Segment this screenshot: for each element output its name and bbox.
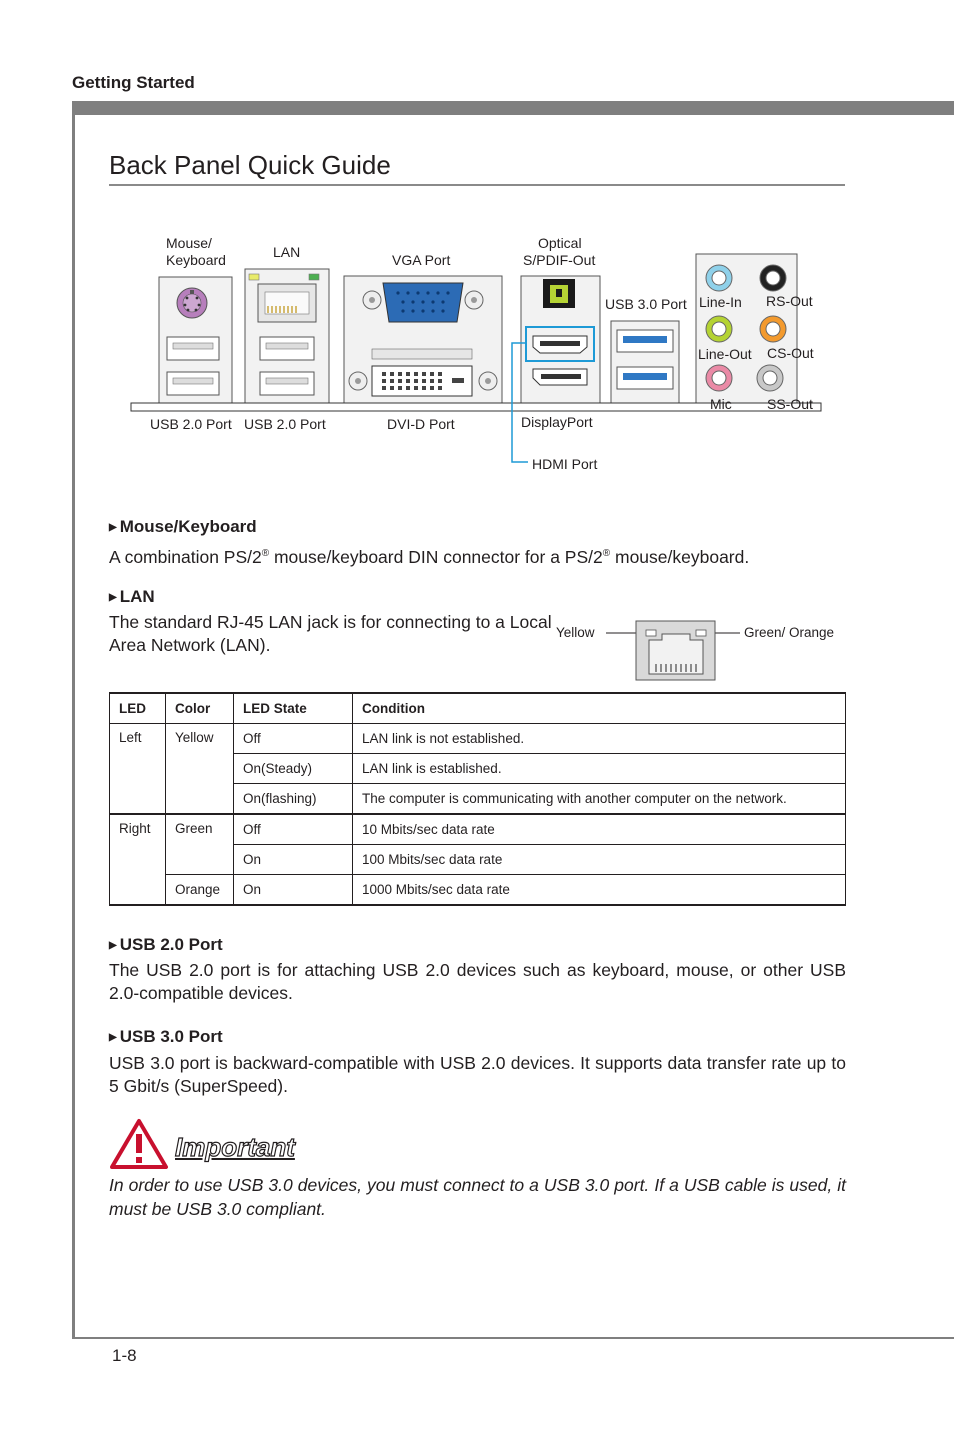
- table-header-cell: Condition: [353, 693, 846, 724]
- label-usb2-left: USB 2.0 Port: [150, 416, 232, 432]
- table-cell: Right: [110, 814, 166, 905]
- table-cell: On(Steady): [234, 754, 353, 784]
- lan-heading: ▶ LAN: [109, 587, 155, 606]
- lan-yellow-led-label: Yellow: [556, 625, 595, 640]
- label-vga: VGA Port: [392, 252, 451, 268]
- lan-led-table: [109, 692, 846, 906]
- optical-hdmi-dp-block: [521, 276, 600, 403]
- usb3-heading: ▶ USB 3.0 Port: [109, 1027, 223, 1046]
- back-panel-diagram: [0, 0, 954, 500]
- bullet-triangle-icon: ▶: [109, 1032, 117, 1043]
- usb2-text: The USB 2.0 port is for attaching USB 2.0 devices such as keyboard, mouse, or other USB 2.0-compatible devices.: [109, 960, 846, 1003]
- table-cell: Off: [234, 814, 353, 845]
- label-rs-out: RS-Out: [766, 293, 813, 309]
- vga-dvi-block: [344, 276, 502, 403]
- label-displayport: DisplayPort: [521, 414, 593, 430]
- rj45-jack-icon: [600, 618, 745, 684]
- table-cell: Off: [234, 724, 353, 754]
- lan-usb-block: [245, 269, 329, 403]
- label-line-in: Line-In: [699, 294, 742, 310]
- label-mic: Mic: [710, 396, 732, 412]
- mouse-keyboard-text: A combination PS/2® mouse/keyboard DIN connector for a PS/2® mouse/keyboard.: [109, 546, 750, 567]
- table-cell: On: [234, 845, 353, 875]
- bullet-triangle-icon: ▶: [109, 940, 117, 951]
- ps2-usb-block: [159, 277, 232, 403]
- page-title: Back Panel Quick Guide: [109, 150, 391, 180]
- label-hdmi: HDMI Port: [532, 456, 598, 472]
- label-lan: LAN: [273, 244, 301, 260]
- table-cell: Green: [166, 814, 234, 875]
- table-cell: The computer is communicating with another computer on the network.: [353, 784, 846, 815]
- important-title: Important: [175, 1132, 295, 1162]
- label-keyboard: Keyboard: [166, 252, 226, 268]
- warning-icon: [109, 1118, 169, 1170]
- table-row: [110, 814, 846, 845]
- table-cell: 10 Mbits/sec data rate: [353, 814, 846, 845]
- table-cell: LAN link is established.: [353, 754, 846, 784]
- bullet-triangle-icon: ▶: [109, 592, 117, 603]
- table-header-cell: LED: [110, 693, 166, 724]
- table-cell: Left: [110, 724, 166, 815]
- label-line-out: Line-Out: [698, 346, 752, 362]
- table-row: [110, 875, 846, 906]
- table-header-row: [110, 693, 846, 724]
- table-header-cell: LED State: [234, 693, 353, 724]
- table-cell: On(flashing): [234, 784, 353, 815]
- label-dvi: DVI-D Port: [387, 416, 455, 432]
- table-cell: LAN link is not established.: [353, 724, 846, 754]
- usb3-text: USB 3.0 port is backward-compatible with USB 2.0 devices. It supports data transfer rate up to 5 Gbit/s (SuperSpeed).: [109, 1053, 846, 1096]
- important-text: In order to use USB 3.0 devices, you must connect to a USB 3.0 port. If a USB cable is used, it must be USB 3.0 compliant.: [109, 1175, 846, 1219]
- bullet-triangle-icon: ▶: [109, 522, 117, 533]
- audio-block: [696, 254, 797, 403]
- table-cell: Yellow: [166, 724, 234, 815]
- label-ss-out: SS-Out: [767, 396, 813, 412]
- label-spdif: S/PDIF-Out: [523, 252, 596, 268]
- label-usb3: USB 3.0 Port: [605, 296, 687, 312]
- usb3-block: [611, 321, 679, 403]
- table-cell: 1000 Mbits/sec data rate: [353, 875, 846, 906]
- label-usb2-right: USB 2.0 Port: [244, 416, 326, 432]
- label-mouse: Mouse/: [166, 235, 212, 251]
- label-cs-out: CS-Out: [767, 345, 814, 361]
- table-cell: 100 Mbits/sec data rate: [353, 845, 846, 875]
- table-cell: Orange: [166, 875, 234, 906]
- page-number: 1-8: [112, 1346, 137, 1365]
- lan-green-orange-led-label: Green/ Orange: [744, 625, 835, 640]
- label-optical: Optical: [538, 235, 582, 251]
- lan-text: The standard RJ-45 LAN jack is for connecting to a Local Area Network (LAN).: [109, 612, 552, 655]
- table-header-cell: Color: [166, 693, 234, 724]
- table-cell: On: [234, 875, 353, 906]
- footer-rule: [72, 1337, 954, 1339]
- section-label: Getting Started: [72, 73, 195, 92]
- table-row: [110, 724, 846, 754]
- mouse-keyboard-heading: ▶ Mouse/Keyboard: [109, 517, 257, 536]
- usb2-heading: ▶ USB 2.0 Port: [109, 935, 223, 954]
